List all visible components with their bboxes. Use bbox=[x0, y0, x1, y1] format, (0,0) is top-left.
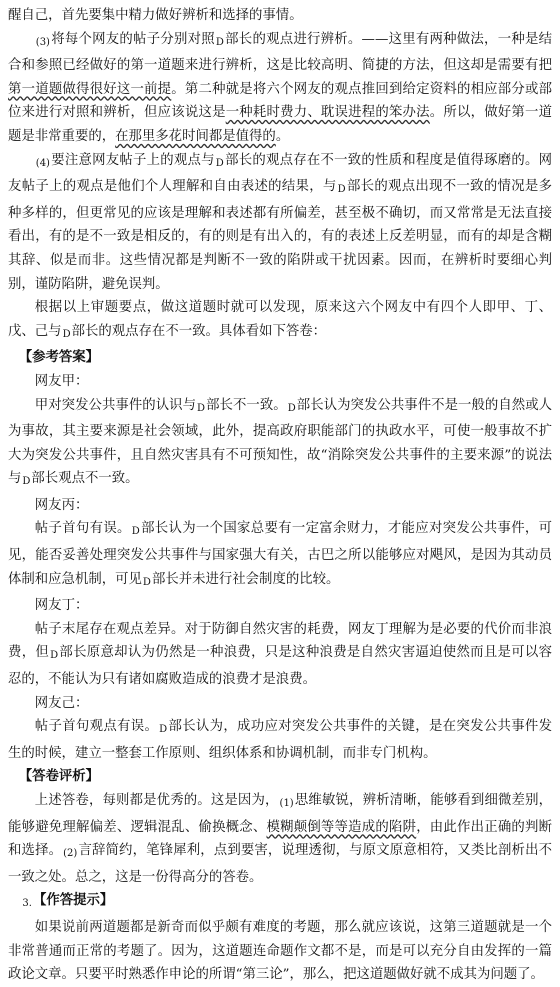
text-segment: ，由此作出正确的判断和选择。 bbox=[8, 819, 553, 859]
answer-name-bing: 网友丙： bbox=[34, 497, 89, 513]
text-segment: 部长认为突发公共事件不是一般的自然或人为事故，其主要来源是社会领域，此外，提高政府职能部门的执政水平，可使一般事故不扩大为突发公共事件，且自然灾害具有不可预知性，故“消除突发公共事件的主要来源”的说法与 bbox=[8, 397, 553, 487]
answer-jia bbox=[8, 394, 552, 494]
tips-heading-label: 【作答提示】 bbox=[32, 892, 114, 909]
letter-d: D bbox=[215, 157, 224, 169]
text-segment: 思维敏锐，辨析清晰，能够看到细微差别，能够避免理解偏差、逻辑混乱、偷换概念、 bbox=[8, 793, 553, 835]
reference-answer-heading: 【参考答案】 bbox=[18, 349, 100, 366]
letter-d: D bbox=[62, 328, 71, 340]
answer-name-ding: 网友丁： bbox=[34, 598, 89, 614]
tips-text: 如果说前两道题都是新奇而似乎颇有难度的考题，那么就应该说，这第三道题就是一个非常普通而正常的考题了。因为，这道题连命题作文都不是，而是可以充分自由发挥的一篇政论文章。只要平时熟悉作申论的所谓“第三论”，那么，把这道题做好就不成其为问题了。 bbox=[8, 919, 552, 983]
letter-d: D bbox=[197, 402, 206, 414]
item-number: (1) bbox=[279, 798, 294, 809]
answer-bing bbox=[8, 517, 552, 594]
text-segment: 要注意网友帖子上的观点与 bbox=[50, 152, 215, 168]
answer-ji bbox=[8, 715, 552, 765]
text-segment: 甲对突发公共事件的认识与 bbox=[34, 397, 197, 413]
letter-d: D bbox=[215, 36, 224, 48]
text-segment: 将每个网友的帖子分别对照 bbox=[50, 31, 215, 47]
text-segment: 部长原意却认为仍然是一种浪费，只是这种浪费是自然灾害逼迫使然而且是可以容忍的，不能认为只有诸如腐败造成的浪费才是浪费。 bbox=[8, 645, 553, 688]
answer-name-jia: 网友甲： bbox=[34, 373, 89, 389]
text-segment: 言辞简约，笔锋犀利，点到要害，说理透彻，与原文原意相符，又类比剖析出不一致之处。总之，这是一份得高分的答卷。 bbox=[8, 843, 553, 885]
letter-d: D bbox=[159, 724, 168, 736]
text-segment: 部长的观点存在不一致。具体看如下答卷： bbox=[71, 323, 327, 339]
evaluation-text bbox=[8, 789, 552, 889]
letter-d: D bbox=[131, 526, 140, 538]
text-segment: 部长的观点出现不一致的情况是多种多样的，但更常见的应该是理解和表述都有所偏差，甚至极不确切，而又常常是无法直接看出，有的是不一致是相反的，有的则是有出入的，有的表述上反差明显，而有的却是含糊其辞、似是而非。这些情况都是判断不一致的陷阱或干扰因素。因而，在辨析时要细心判别，谨防陷阱，避免误判。 bbox=[8, 179, 553, 292]
paragraph-point-3 bbox=[8, 28, 552, 149]
section-number: 3. bbox=[22, 898, 32, 910]
text-segment: 部长并未进行社会制度的比较。 bbox=[151, 571, 340, 587]
text-segment: 部长观点不一致。 bbox=[31, 471, 139, 487]
paragraph-summary bbox=[8, 296, 552, 346]
text-segment: 部长的观点进行辨析。——这里有两种做法，一种是结合和参照已经做好的第一道题来进行辨析，这是比较高明、简捷的方法，但这却是需要有把 bbox=[8, 31, 553, 74]
wavy-underlined-text: 模糊颠倒等等造成的陷阱 bbox=[266, 819, 417, 835]
text-segment: 。所以，做好第一道题是非常重要的， bbox=[8, 105, 553, 144]
text-segment: 。 bbox=[275, 128, 290, 144]
text-segment: 部长认为一个国家总要有一定富余财力，才能应对突发公共事件，可见，能否妥善处理突发公共事件与国家强大有关，古巴之所以能够应对飓风，是因为其动员体制和应急机制，可见 bbox=[8, 521, 552, 587]
wavy-underlined-text: 在那里多花时间都是值得的 bbox=[115, 128, 276, 144]
paragraph-point-4 bbox=[8, 149, 552, 297]
answer-ding bbox=[8, 618, 552, 692]
letter-d: D bbox=[337, 184, 346, 196]
point-number: (3) bbox=[35, 36, 50, 48]
text-segment: 根据以上审题要点，做这道题时就可以发现，原来这六个网友中有四个人即甲、丁、戊、己与 bbox=[8, 300, 552, 339]
wavy-underlined-text: 第一道题做得很好这一前提 bbox=[8, 81, 172, 97]
text-segment: 部长不一致。 bbox=[206, 397, 287, 413]
letter-d: D bbox=[22, 476, 31, 488]
text-segment: 帖子末尾存在观点差异。对于防御自然灾害的耗费，网友丁理解为是必要的代价而非浪费，但 bbox=[8, 621, 552, 661]
text-segment: 。第二种就是将六个网友的观点推回到给定资料的相应部分或部位来进行对照和辨析，但应该说这是 bbox=[8, 81, 552, 121]
text-segment: 上述答卷，每则都是优秀的。这是因为， bbox=[34, 793, 279, 808]
letter-d: D bbox=[142, 576, 151, 588]
tips-heading bbox=[8, 889, 552, 916]
answer-name-ji: 网友己： bbox=[34, 695, 89, 711]
point-number: (4) bbox=[35, 157, 50, 169]
text-segment: 部长认为，成功应对突发公共事件的关键，是在突发公共事件发生的时候，建立一整套工作原则、组织体系和协调机制，而非专门机构。 bbox=[8, 719, 553, 761]
text-segment: 部长的观点存在不一致的性质和程度是值得琢磨的。网友帖子上的观点是他们个人理解和自由表述的结果，与 bbox=[8, 152, 552, 195]
wavy-underlined-text: 一种耗时费力、耽误进程的笨办法 bbox=[225, 105, 430, 121]
item-number: (2) bbox=[63, 848, 78, 860]
letter-d: D bbox=[50, 650, 59, 662]
text-segment: 帖子首句观点有误。 bbox=[34, 719, 159, 735]
paragraph-intro-tail: 醒自己，首先要集中精力做好辨析和选择的事情。 bbox=[8, 8, 303, 23]
letter-d: D bbox=[287, 402, 296, 414]
evaluation-heading: 【答卷评析】 bbox=[18, 768, 100, 785]
text-segment: 帖子首句有误。 bbox=[34, 521, 131, 537]
